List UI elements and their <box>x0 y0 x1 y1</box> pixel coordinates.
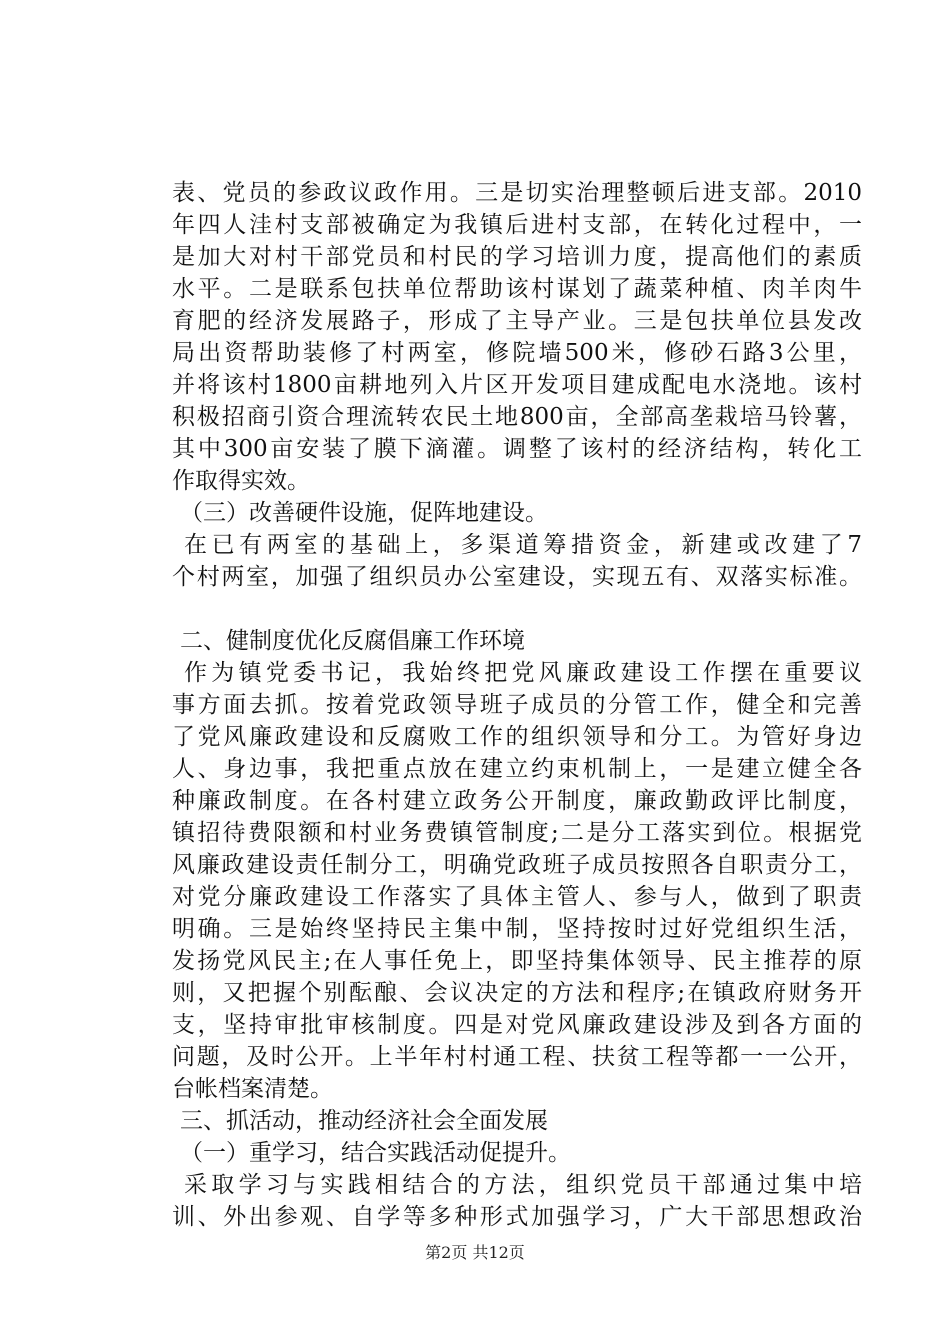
body-line: 风廉政建设责任制分工，明确党政班子成员按照各自职责分工， <box>172 852 862 878</box>
body-line: 在已有两室的基础上，多渠道筹措资金，新建或改建了7 <box>184 532 862 558</box>
body-line: 则，又把握个别酝酿、会议决定的方法和程序;在镇政府财务开 <box>172 980 862 1006</box>
body-line: 明确。三是始终坚持民主集中制，坚持按时过好党组织生活， <box>172 916 862 942</box>
body-line: 训、外出参观、自学等多种形式加强学习，广大干部思想政治 <box>172 1204 862 1230</box>
body-line: 水平。二是联系包扶单位帮助该村谋划了蔬菜种植、肉羊肉牛 <box>172 276 862 302</box>
body-line: 发扬党风民主;在人事任免上，即坚持集体领导、民主推荐的原 <box>172 948 862 974</box>
body-line: 个村两室，加强了组织员办公室建设，实现五有、双落实标准。 <box>172 564 862 590</box>
body-line: 种廉政制度。在各村建立政务公开制度，廉政勤政评比制度， <box>172 788 862 814</box>
body-line: 表、党员的参政议政作用。三是切实治理整顿后进支部。2010 <box>172 180 862 206</box>
body-line: 台帐档案清楚。 <box>172 1076 333 1102</box>
body-line: 了党风廉政建设和反腐败工作的组织领导和分工。为管好身边 <box>172 724 862 750</box>
body-line: 育肥的经济发展路子，形成了主导产业。三是包扶单位县发改 <box>172 308 862 334</box>
body-line: 镇招待费限额和村业务费镇管制度;二是分工落实到位。根据党 <box>172 820 862 846</box>
subheading: （三）改善硬件设施，促阵地建设。 <box>180 500 548 526</box>
body-line: 积极招商引资合理流转农民土地800亩，全部高垄栽培马铃薯， <box>172 404 862 430</box>
body-line: 人、身边事，我把重点放在建立约束机制上，一是建立健全各 <box>172 756 862 782</box>
subheading: （一）重学习，结合实践活动促提升。 <box>180 1140 571 1166</box>
body-line: 年四人洼村支部被确定为我镇后进村支部，在转化过程中，一 <box>172 212 862 238</box>
body-line: 支，坚持审批审核制度。四是对党风廉政建设涉及到各方面的 <box>172 1012 862 1038</box>
body-line: 其中300亩安装了膜下滴灌。调整了该村的经济结构，转化工 <box>172 436 862 462</box>
body-line: 作取得实效。 <box>172 468 310 494</box>
body-line: 问题，及时公开。上半年村村通工程、扶贫工程等都一一公开， <box>172 1044 862 1070</box>
page-number-footer: 第2页 共12页 <box>425 1243 525 1262</box>
body-line: 事方面去抓。按着党政领导班子成员的分管工作，健全和完善 <box>172 692 862 718</box>
body-line: 采取学习与实践相结合的方法，组织党员干部通过集中培 <box>184 1172 862 1198</box>
body-line: 是加大对村干部党员和村民的学习培训力度，提高他们的素质 <box>172 244 862 270</box>
body-line: 对党分廉政建设工作落实了具体主管人、参与人，做到了职责 <box>172 884 862 910</box>
body-line: 作为镇党委书记，我始终把党风廉政建设工作摆在重要议 <box>184 660 862 686</box>
section-heading: 三、抓活动，推动经济社会全面发展 <box>180 1108 548 1134</box>
section-heading: 二、健制度优化反腐倡廉工作环境 <box>180 628 525 654</box>
body-line: 并将该村1800亩耕地列入片区开发项目建成配电水浇地。该村 <box>172 372 862 398</box>
body-line: 局出资帮助装修了村两室，修院墙500米，修砂石路3公里， <box>172 340 862 366</box>
